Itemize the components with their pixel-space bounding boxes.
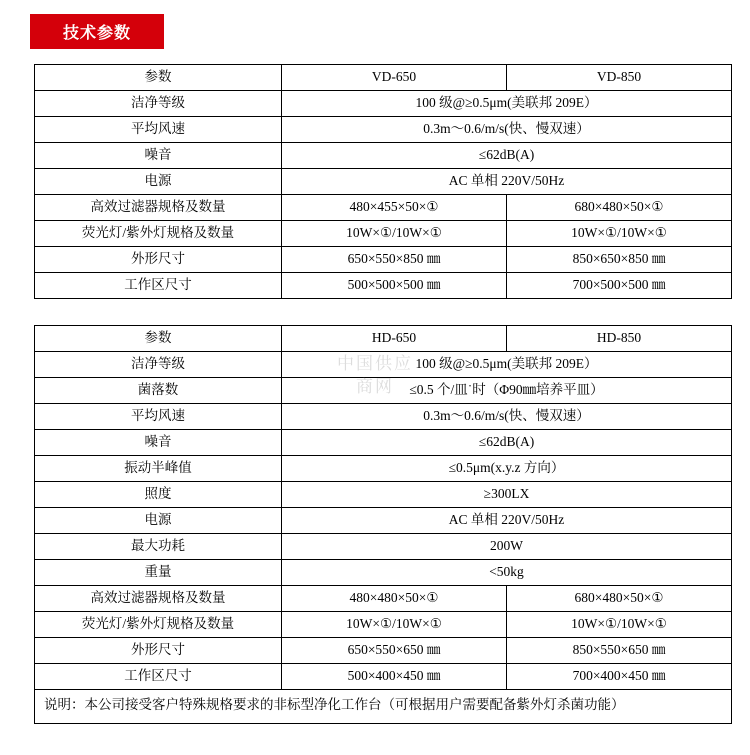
- row-value-shared: ≥300LX: [282, 482, 732, 508]
- page-title: 技术参数: [30, 14, 164, 49]
- row-label: 最大功耗: [35, 534, 282, 560]
- row-label: 工作区尺寸: [35, 273, 282, 299]
- hd-series-spec-table: [34, 325, 732, 724]
- row-label: 工作区尺寸: [35, 664, 282, 690]
- row-label: 电源: [35, 169, 282, 195]
- column-header-model-2: VD-850: [507, 65, 732, 91]
- column-header-model-1: HD-650: [282, 326, 507, 352]
- table-row: [35, 352, 732, 378]
- row-label: 电源: [35, 508, 282, 534]
- row-value-shared: 200W: [282, 534, 732, 560]
- row-value-model-1: 650×550×850 ㎜: [282, 247, 507, 273]
- table-row: [35, 430, 732, 456]
- row-label: 噪音: [35, 143, 282, 169]
- table-row: [35, 117, 732, 143]
- row-value-shared: AC 单相 220V/50Hz: [282, 508, 732, 534]
- spec-note: 说明：本公司接受客户特殊规格要求的非标型净化工作台（可根据用户需要配备紫外灯杀菌功能）: [35, 690, 732, 724]
- row-label: 荧光灯/紫外灯规格及数量: [35, 221, 282, 247]
- hd-table-body: [35, 326, 732, 724]
- table-row: [35, 247, 732, 273]
- row-value-shared: AC 单相 220V/50Hz: [282, 169, 732, 195]
- table-row: [35, 586, 732, 612]
- row-label: 平均风速: [35, 404, 282, 430]
- table-row: [35, 638, 732, 664]
- row-value-model-1: 10W×①/10W×①: [282, 221, 507, 247]
- row-value-shared: ≤0.5 个/皿˙时（Φ90㎜培养平皿）: [282, 378, 732, 404]
- row-label: 重量: [35, 560, 282, 586]
- vd-table-body: [35, 65, 732, 299]
- table-row: [35, 143, 732, 169]
- row-label: 洁净等级: [35, 91, 282, 117]
- column-header-parameter: 参数: [35, 65, 282, 91]
- row-value-shared: 0.3m～0.6/m/s(快、慢双速）: [282, 117, 732, 143]
- row-value-shared: 100 级@≥0.5μm(美联邦 209E）: [282, 352, 732, 378]
- vd-series-spec-table: [34, 64, 732, 299]
- table-header-row: [35, 65, 732, 91]
- table-row: [35, 534, 732, 560]
- row-label: 洁净等级: [35, 352, 282, 378]
- row-value-model-2: 680×480×50×①: [507, 586, 732, 612]
- table-row: [35, 273, 732, 299]
- row-value-model-2: 700×400×450 ㎜: [507, 664, 732, 690]
- table-row: [35, 560, 732, 586]
- table-header-row: [35, 326, 732, 352]
- row-value-shared: ≤0.5μm(x.y.z 方向）: [282, 456, 732, 482]
- row-value-shared: ≤62dB(A): [282, 143, 732, 169]
- table-row: [35, 482, 732, 508]
- table-row: [35, 221, 732, 247]
- row-value-model-1: 500×500×500 ㎜: [282, 273, 507, 299]
- table-row: [35, 612, 732, 638]
- row-value-model-2: 850×650×850 ㎜: [507, 247, 732, 273]
- row-label: 外形尺寸: [35, 247, 282, 273]
- watermark-line-1: 中国供应: [337, 354, 413, 373]
- row-value-model-1: 500×400×450 ㎜: [282, 664, 507, 690]
- watermark-line-2: 商网: [356, 377, 394, 396]
- row-label: 平均风速: [35, 117, 282, 143]
- row-value-shared: 100 级@≥0.5μm(美联邦 209E）: [282, 91, 732, 117]
- table-row: [35, 404, 732, 430]
- row-value-model-1: 480×455×50×①: [282, 195, 507, 221]
- row-value-model-1: 480×480×50×①: [282, 586, 507, 612]
- row-value-model-1: 650×550×650 ㎜: [282, 638, 507, 664]
- row-label: 振动半峰值: [35, 456, 282, 482]
- row-label: 菌落数: [35, 378, 282, 404]
- table-row: [35, 378, 732, 404]
- row-value-model-2: 10W×①/10W×①: [507, 221, 732, 247]
- table-row: [35, 664, 732, 690]
- table-row: [35, 91, 732, 117]
- table-row: [35, 195, 732, 221]
- table-note-row: [35, 690, 732, 724]
- table-row: [35, 169, 732, 195]
- column-header-model-2: HD-850: [507, 326, 732, 352]
- table-row: [35, 456, 732, 482]
- row-value-shared: 0.3m～0.6/m/s(快、慢双速）: [282, 404, 732, 430]
- row-value-model-1: 10W×①/10W×①: [282, 612, 507, 638]
- row-label: 荧光灯/紫外灯规格及数量: [35, 612, 282, 638]
- row-label: 高效过滤器规格及数量: [35, 195, 282, 221]
- row-label: 外形尺寸: [35, 638, 282, 664]
- row-label: 噪音: [35, 430, 282, 456]
- row-value-model-2: 850×550×650 ㎜: [507, 638, 732, 664]
- row-value-model-2: 680×480×50×①: [507, 195, 732, 221]
- table-row: [35, 508, 732, 534]
- row-value-shared: ≤62dB(A): [282, 430, 732, 456]
- row-label: 高效过滤器规格及数量: [35, 586, 282, 612]
- row-value-model-2: 700×500×500 ㎜: [507, 273, 732, 299]
- row-label: 照度: [35, 482, 282, 508]
- row-value-shared: <50kg: [282, 560, 732, 586]
- column-header-model-1: VD-650: [282, 65, 507, 91]
- column-header-parameter: 参数: [35, 326, 282, 352]
- row-value-model-2: 10W×①/10W×①: [507, 612, 732, 638]
